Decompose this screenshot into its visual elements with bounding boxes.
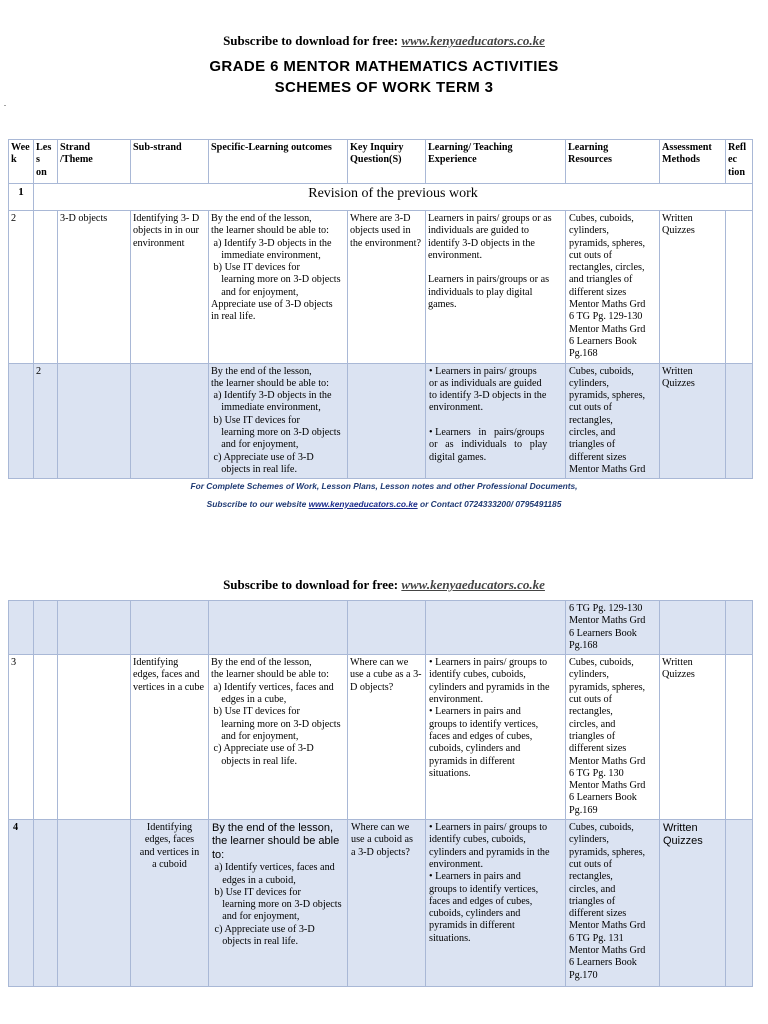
cell-line: Mentor Maths Grd	[569, 920, 646, 932]
cell-line: Cubes, cuboids,	[569, 657, 634, 669]
outcomes-cell	[209, 601, 348, 655]
cell-line: different sizes	[569, 908, 627, 920]
cell-line: pyramids, spheres,	[569, 390, 646, 402]
experience-cell	[426, 820, 566, 987]
subscribe-label: Subscribe to download for free:	[223, 577, 399, 592]
header-reflection: Reflec tion	[726, 140, 753, 184]
cell-line: cuboids, cylinders and	[429, 908, 521, 920]
cell-line: Pg.170	[569, 969, 598, 981]
lesson-cell	[34, 655, 58, 820]
strand-cell	[58, 820, 131, 987]
cell-line: Where can we	[351, 822, 410, 834]
document-title	[0, 56, 768, 98]
cell-line: learning more on 3-D objects	[212, 899, 342, 911]
revision-text: Revision of the previous work	[34, 184, 753, 211]
inquiry-cell	[348, 211, 426, 364]
cell-line: games.	[428, 299, 457, 311]
cell-line: Quizzes	[662, 669, 695, 681]
revision-week: 1	[9, 184, 34, 211]
week-cell	[9, 363, 34, 479]
cell-line: 6 Learners Book	[569, 792, 637, 804]
cell-line: learning more on 3-D objects	[211, 718, 341, 730]
schemes-table-page-2	[8, 600, 753, 987]
cell-line: the learner should be able to:	[211, 377, 329, 389]
cell-line: pyramids, spheres,	[569, 846, 646, 858]
resources-cell	[566, 655, 660, 820]
week-cell: 4	[9, 820, 34, 987]
cell-line: By the end of the lesson,	[211, 365, 312, 377]
cell-line: vertices in a cube	[133, 681, 204, 693]
cell-line: 6 Learners Book	[569, 957, 637, 969]
cell-line: a) Identify 3-D objects in the	[211, 390, 332, 402]
cell-line: Mentor Maths Grd	[569, 780, 646, 792]
cell-line: Mentor Maths Grd	[569, 323, 646, 335]
cell-line: and for enjoyment,	[211, 730, 299, 742]
substrand-cell	[131, 601, 209, 655]
header-lesson: Less on	[34, 140, 58, 184]
cell-line: Written	[663, 822, 698, 835]
strand-cell: 3-D objects	[58, 211, 131, 364]
cell-line: cylinders,	[569, 834, 609, 846]
reflection-cell	[726, 655, 753, 820]
lesson-cell	[34, 211, 58, 364]
cell-line: pyramids, spheres,	[569, 681, 646, 693]
cell-line: circles, and	[569, 427, 616, 439]
strand-cell	[58, 363, 131, 479]
table-row-week-3	[9, 655, 753, 820]
cell-line: the learner should be able to:	[211, 669, 329, 681]
header-substrand: Sub-strand	[131, 140, 209, 184]
cell-line: Learners in pairs/groups or as	[428, 274, 550, 286]
cell-line	[428, 262, 563, 274]
experience-cell	[426, 363, 566, 479]
outcomes-cell	[209, 363, 348, 479]
cell-line: different sizes	[569, 286, 627, 298]
cell-line: objects in real life.	[211, 463, 297, 475]
outcomes-cell	[209, 211, 348, 364]
cell-line: faces and edges of cubes,	[429, 895, 533, 907]
cell-line: By the end of the lesson,	[212, 822, 334, 835]
cell-line: situations.	[429, 932, 471, 944]
cell-line: b) Use IT devices for	[212, 886, 301, 898]
cell-line: environment.	[429, 694, 484, 706]
cell-line: use a cube as a 3-	[350, 669, 422, 681]
cell-line: circles, and	[569, 718, 616, 730]
cell-line: • Learners in pairs and	[429, 871, 521, 883]
cell-line: a) Identify vertices, faces and	[212, 862, 335, 874]
cell-line: 6 TG Pg. 129-130	[569, 603, 643, 614]
resources-cell	[566, 601, 660, 655]
cell-line: Identifying	[133, 657, 179, 669]
cell-line: • Learners in pairs/groups	[429, 427, 545, 439]
cell-line: the learner should be able to:	[211, 225, 329, 237]
assessment-cell	[660, 601, 726, 655]
cell-line: 6 Learners Book	[569, 627, 637, 639]
reflection-cell	[726, 820, 753, 987]
cell-line: 6 Learners Book	[569, 335, 637, 347]
cell-line: triangles of	[569, 439, 616, 451]
revision-row	[9, 184, 753, 211]
cell-line: different sizes	[569, 451, 627, 463]
title-line-1: GRADE 6 MENTOR MATHEMATICS ACTIVITIES	[209, 58, 559, 75]
cell-line: cylinders and pyramids in the	[429, 846, 550, 858]
cell-line: immediate environment,	[211, 249, 321, 261]
cell-line: and for enjoyment,	[211, 439, 299, 451]
cell-line: pyramids, spheres,	[569, 237, 646, 249]
cell-line: and for enjoyment,	[212, 911, 300, 923]
cell-line: individuals are guided to	[428, 225, 530, 237]
table-row-lesson-2	[9, 363, 753, 479]
cell-line: pyramids in different	[429, 755, 515, 767]
cell-line: environment.	[429, 402, 484, 414]
subscribe-link[interactable]: www.kenyaeducators.co.ke	[401, 33, 545, 48]
cell-line: 6 TG Pg. 130	[569, 767, 624, 779]
cell-line: D objects?	[350, 681, 394, 693]
cell-line: cylinders,	[569, 669, 609, 681]
strand-cell	[58, 655, 131, 820]
outcomes-intro	[212, 822, 345, 862]
cell-line: learning more on 3-D objects	[211, 427, 341, 439]
substrand-cell	[131, 655, 209, 820]
cell-line: and triangles of	[569, 274, 633, 286]
cell-line: 6 TG Pg. 129-130	[569, 311, 643, 323]
cell-line: or as individuals to play	[429, 439, 548, 451]
footer-suffix: or Contact 0724333200/ 0795491185	[419, 499, 562, 509]
cell-line: Appreciate use of 3-D objects	[211, 299, 333, 311]
outcomes-cell	[209, 655, 348, 820]
lesson-cell	[34, 820, 58, 987]
resources-cell	[566, 211, 660, 364]
cell-line: cut outs of	[569, 402, 613, 414]
cell-line: triangles of	[569, 730, 616, 742]
cell-line: to:	[212, 848, 225, 861]
cell-line: different sizes	[569, 743, 627, 755]
cell-line: Written	[662, 657, 693, 669]
header-week: Wee k	[9, 140, 34, 184]
assessment-cell	[660, 655, 726, 820]
cell-line: Cubes, cuboids,	[569, 213, 634, 224]
cell-line: circles, and	[569, 883, 616, 895]
cell-line: faces and edges of cubes,	[429, 730, 533, 742]
cell-line: rectangles,	[569, 706, 613, 718]
cell-line: or as individuals are guided	[429, 377, 542, 389]
inquiry-cell	[348, 601, 426, 655]
cell-line: learning more on 3-D objects	[211, 274, 341, 286]
cell-line: Mentor Maths Grd	[569, 615, 646, 627]
cell-line: the learner should be able	[212, 835, 340, 848]
cell-line: • Learners in pairs and	[429, 706, 521, 718]
lesson-cell: 2	[34, 363, 58, 479]
stray-dot: .	[4, 99, 6, 108]
assessment-cell	[660, 211, 726, 364]
cell-line: identify 3-D objects in the	[428, 237, 535, 249]
cell-line: Pg.169	[569, 804, 598, 816]
cell-line: cut outs of	[569, 858, 613, 870]
header-outcomes: Specific-Learning outcomes	[209, 140, 348, 184]
subscribe-banner-page-2	[0, 577, 768, 593]
cell-line: a 3-D objects?	[351, 846, 410, 858]
inquiry-cell	[348, 655, 426, 820]
cell-line: immediate environment,	[211, 402, 321, 414]
footer-note-line-2	[0, 499, 768, 509]
header-strand: Strand /Theme	[58, 140, 131, 184]
cell-line: rectangles,	[569, 414, 613, 426]
cell-line: digital games.	[429, 451, 487, 463]
cell-line: b) Use IT devices for	[211, 262, 300, 274]
reflection-cell	[726, 601, 753, 655]
cell-line: Quizzes	[663, 835, 703, 848]
footer-prefix: Subscribe to our website	[206, 499, 307, 509]
cell-line: • Learners in pairs/ groups to	[429, 822, 548, 834]
cell-line: objects used in	[350, 225, 411, 237]
cell-line: cylinders,	[569, 377, 609, 389]
cell-line: triangles of	[569, 895, 616, 907]
cell-line: environment.	[429, 858, 484, 870]
cell-line: edges in a cuboid,	[212, 874, 296, 886]
cell-line: By the end of the lesson,	[211, 657, 312, 669]
cell-line: c) Appreciate use of 3-D	[212, 923, 315, 935]
cell-line: cut outs of	[569, 694, 613, 706]
cell-line: Where can we	[350, 657, 409, 669]
cell-line: use a cuboid as	[351, 834, 413, 846]
cell-line: a cuboid	[152, 858, 187, 870]
header-resources: Learning Resources	[566, 140, 660, 184]
cell-line: objects in real life.	[212, 936, 298, 948]
cell-line: individuals to play digital	[428, 286, 533, 298]
week-cell: 3	[9, 655, 34, 820]
experience-cell	[426, 655, 566, 820]
assessment-cell	[660, 363, 726, 479]
cell-line: b) Use IT devices for	[211, 414, 300, 426]
table-row-week-2	[9, 211, 753, 364]
table-row-week-4	[9, 820, 753, 987]
cell-line: groups to identify vertices,	[429, 883, 539, 895]
cell-line: groups to identify vertices,	[429, 718, 539, 730]
cell-line: b) Use IT devices for	[211, 706, 300, 718]
cell-line: in real life.	[211, 311, 256, 323]
cell-line: and vertices in	[139, 846, 200, 858]
experience-cell	[426, 601, 566, 655]
header-assessment: Assessment Methods	[660, 140, 726, 184]
cell-line: Pg.168	[569, 639, 598, 651]
cell-line: 6 TG Pg. 131	[569, 932, 624, 944]
cell-line: and for enjoyment,	[211, 286, 299, 298]
inquiry-cell	[348, 820, 426, 987]
cell-line: environment.	[428, 249, 483, 261]
cell-line: a) Identify vertices, faces and	[211, 681, 334, 693]
substrand-cell	[131, 363, 209, 479]
resources-cell	[566, 820, 660, 987]
cell-line: c) Appreciate use of 3-D	[211, 451, 314, 463]
subscribe-banner	[0, 33, 768, 49]
subscribe-label: Subscribe to download for free:	[223, 33, 399, 48]
cell-line: Cubes, cuboids,	[569, 365, 634, 377]
lesson-cell	[34, 601, 58, 655]
cell-line: Written	[662, 365, 693, 377]
cell-line: situations.	[429, 767, 471, 779]
cell-line: objects in real life.	[211, 755, 297, 767]
cell-line: Mentor Maths Grd	[569, 299, 646, 311]
cell-line	[429, 415, 563, 427]
cell-line: Where are 3-D	[350, 213, 411, 224]
table-row-continued	[9, 601, 753, 655]
reflection-cell	[726, 363, 753, 479]
cell-line: cut outs of	[569, 249, 613, 261]
cell-line: Mentor Maths Grd	[569, 945, 646, 957]
week-cell: 2	[9, 211, 34, 364]
resources-cell	[566, 363, 660, 479]
substrand-cell	[131, 820, 209, 987]
header-experience: Learning/ Teaching Experience	[426, 140, 566, 184]
cell-line: • Learners in pairs/ groups to	[429, 657, 548, 669]
cell-line: rectangles,	[569, 871, 613, 883]
cell-line: • Learners in pairs/ groups	[429, 365, 537, 377]
strand-cell	[58, 601, 131, 655]
footer-website-link[interactable]: www.kenyaeducators.co.ke	[308, 499, 418, 509]
cell-line: Cubes, cuboids,	[569, 822, 634, 834]
inquiry-cell	[348, 363, 426, 479]
cell-line: rectangles, circles,	[569, 262, 645, 274]
cell-line: a) Identify 3-D objects in the	[211, 237, 332, 249]
cell-line: edges, faces and	[133, 669, 200, 681]
outcomes-cell	[209, 820, 348, 987]
table-header-row	[9, 140, 753, 184]
schemes-table	[8, 139, 753, 479]
cell-line: Written	[662, 213, 693, 224]
reflection-cell	[726, 211, 753, 364]
cell-line: c) Appreciate use of 3-D	[211, 743, 314, 755]
cell-line: cuboids, cylinders and	[429, 743, 521, 755]
cell-line: cylinders and pyramids in the	[429, 681, 550, 693]
week-cell	[9, 601, 34, 655]
cell-line: edges in a cube,	[211, 694, 287, 706]
cell-line: By the end of the lesson,	[211, 213, 312, 224]
cell-line: Pg.168	[569, 348, 598, 360]
title-line-2: SCHEMES OF WORK TERM 3	[274, 79, 494, 96]
header-inquiry: Key Inquiry Question(S)	[348, 140, 426, 184]
footer-note-line-1: For Complete Schemes of Work, Lesson Plans, Lesson notes and other Professional Documents,	[190, 481, 578, 491]
cell-line: Quizzes	[662, 225, 695, 237]
subscribe-link[interactable]: www.kenyaeducators.co.ke	[401, 577, 545, 592]
cell-line: Mentor Maths Grd	[569, 463, 646, 475]
cell-line: Identifying	[146, 822, 193, 834]
cell-line: to identify 3-D objects in the	[429, 390, 547, 402]
cell-line: pyramids in different	[429, 920, 515, 932]
assessment-cell	[660, 820, 726, 987]
cell-line: the environment?	[350, 237, 422, 249]
outcomes-list	[212, 862, 345, 948]
cell-line: Mentor Maths Grd	[569, 755, 646, 767]
cell-line: Quizzes	[662, 377, 695, 389]
cell-line: identify cubes, cuboids,	[429, 834, 526, 846]
substrand-cell: Identifying 3- D objects in in our environment	[131, 211, 209, 364]
cell-line: cylinders,	[569, 225, 609, 237]
cell-line: edges, faces	[144, 834, 195, 846]
cell-line: Learners in pairs/ groups or as	[428, 213, 552, 224]
experience-cell	[426, 211, 566, 364]
cell-line: identify cubes, cuboids,	[429, 669, 526, 681]
